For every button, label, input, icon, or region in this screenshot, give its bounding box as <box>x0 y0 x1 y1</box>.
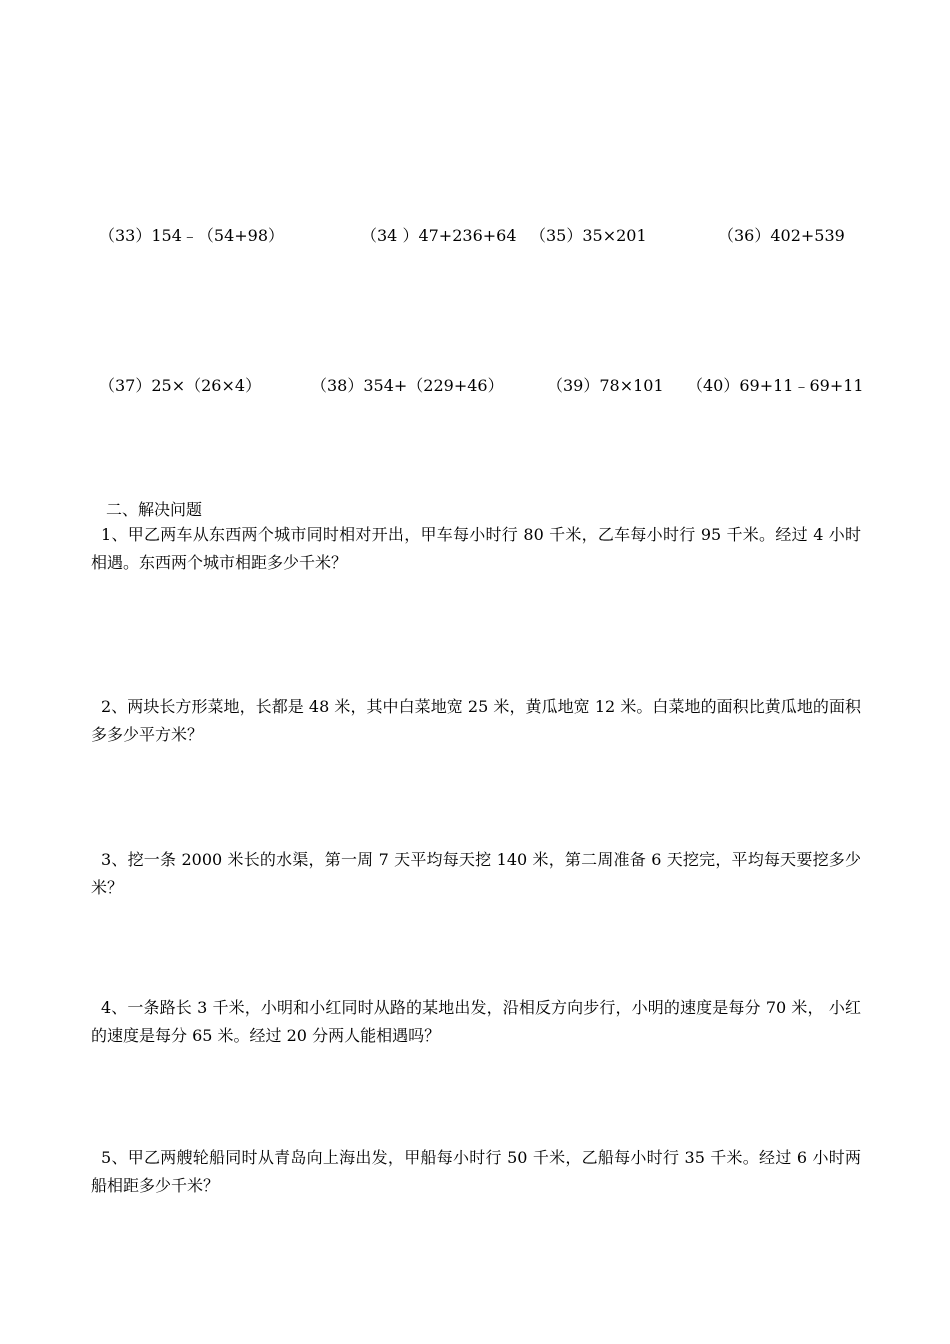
problem-3: 3、挖一条 2000 米长的水渠，第一周 7 天平均每天挖 140 米，第二周准备 6 天挖完，平均每天要挖多少米？ <box>91 850 861 897</box>
calc-item-37: （37）25×（26×4） <box>99 376 262 395</box>
calc-item-39: （39）78×101 <box>547 376 664 395</box>
calc-item-38: （38）354+（229+46） <box>311 376 504 395</box>
calc-item-40: （40）69+11﹣69+11 <box>687 376 864 395</box>
section-heading: 二、解决问题 <box>106 500 203 519</box>
problem-4: 4、一条路长 3 千米，小明和小红同时从路的某地出发，沿相反方向步行，小明的速度是每分 70 米， 小红的速度是每分 65 米。经过 20 分两人能相遇吗？ <box>91 998 861 1045</box>
calc-item-36: （36）402+539 <box>718 226 845 245</box>
calc-item-35: （35）35×201 <box>530 226 647 245</box>
problem-1: 1、甲乙两车从东西两个城市同时相对开出，甲车每小时行 80 千米，乙车每小时行 95 千米。经过 4 小时相遇。东西两个城市相距多少千米？ <box>91 525 861 572</box>
calc-item-33: （33）154﹣（54+98） <box>99 226 285 245</box>
calc-item-34: （34 ）47+236+64 <box>361 226 517 245</box>
problem-2: 2、两块长方形菜地，长都是 48 米，其中白菜地宽 25 米，黄瓜地宽 12 米。白菜地的面积比黄瓜地的面积多多少平方米？ <box>91 697 861 744</box>
problem-5: 5、甲乙两艘轮船同时从青岛向上海出发，甲船每小时行 50 千米，乙船每小时行 35 千米。经过 6 小时两船相距多少千米？ <box>91 1148 861 1195</box>
